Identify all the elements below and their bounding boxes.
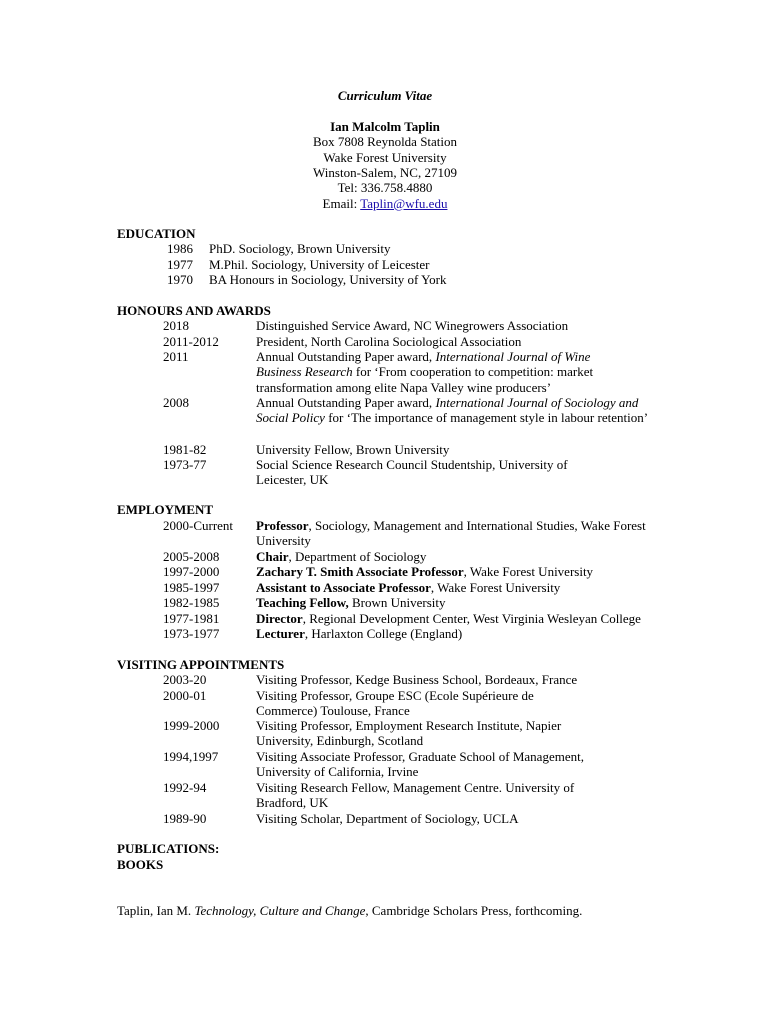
honour-year: 1981-82 [163, 442, 207, 457]
employment-heading: EMPLOYMENT [117, 502, 214, 517]
visiting-year: 1994,1997 [163, 749, 219, 764]
honour-text: President, North Carolina Sociological Association [256, 334, 522, 349]
email-label: Email: [322, 195, 361, 211]
employment-role: Assistant to Associate Professor [256, 580, 431, 595]
honour-text: University Fellow, Brown University [256, 442, 450, 457]
employment-year: 1977-1981 [163, 611, 220, 626]
employment-detail: , Department of Sociology [288, 549, 427, 564]
employment-role: Lecturer [256, 626, 305, 641]
employment-text [256, 626, 696, 641]
email-line [0, 196, 770, 211]
education-text: BA Honours in Sociology, University of York [209, 272, 447, 287]
visiting-year: 1992-94 [163, 780, 207, 795]
education-year: 1970 [167, 272, 193, 287]
visiting-heading: VISITING APPOINTMENTS [117, 657, 285, 672]
honour-year: 2011 [163, 349, 189, 364]
books-subheading: BOOKS [117, 857, 164, 872]
employment-text [256, 580, 696, 595]
honour-year: 2008 [163, 395, 189, 410]
publication-author: Taplin, Ian M. [117, 903, 195, 918]
employment-role: Chair [256, 549, 289, 564]
visiting-year: 2000-01 [163, 688, 207, 703]
employment-detail: , Harlaxton College (England) [304, 626, 463, 641]
journal-title: International Journal of Wine Business Research [256, 349, 591, 380]
honour-text-suffix: for ‘From cooperation to competition: market transformation among elite Napa Valley wine producers’ [256, 364, 594, 395]
honour-year: 2018 [163, 318, 189, 333]
visiting-year: 2003-20 [163, 672, 207, 687]
cv-header [0, 88, 770, 211]
employment-text [256, 564, 696, 579]
publication-entry [117, 903, 717, 918]
honour-text-prefix: Annual Outstanding Paper award, [256, 395, 436, 410]
employment-role: Teaching Fellow, [256, 595, 349, 610]
journal-title: International Journal of Sociology and Social Policy [256, 395, 639, 426]
publications-heading: PUBLICATIONS: [117, 841, 220, 856]
honour-year: 1973-77 [163, 457, 207, 472]
visiting-text: Visiting Professor, Kedge Business School, Bordeaux, France [256, 672, 578, 687]
education-year: 1986 [167, 241, 193, 256]
education-heading: EDUCATION [117, 226, 196, 241]
visiting-text: Visiting Scholar, Department of Sociology, UCLA [256, 811, 519, 826]
education-year: 1977 [167, 257, 193, 272]
honour-text: Distinguished Service Award, NC Winegrowers Association [256, 318, 569, 333]
email-link[interactable]: Taplin@wfu.edu [360, 195, 448, 211]
employment-role: Zachary T. Smith Associate Professor [256, 564, 464, 579]
address-line-1: Box 7808 Reynolda Station [312, 134, 458, 150]
employment-detail: , Wake Forest University [430, 580, 561, 595]
employment-text [256, 595, 696, 610]
honour-text [256, 395, 656, 426]
honour-year: 2011-2012 [163, 334, 219, 349]
employment-text [256, 549, 696, 564]
publication-title: Technology, Culture and Change [194, 903, 366, 918]
visiting-text: Visiting Associate Professor, Graduate School of Management, University of California, Irvine [256, 749, 584, 780]
employment-role: Director [256, 611, 303, 626]
address-line-2: Wake Forest University [323, 149, 447, 165]
employment-detail: , Regional Development Center, West Virginia Wesleyan College [302, 611, 641, 626]
author-name: Ian Malcolm Taplin [330, 118, 440, 134]
employment-role: Professor [256, 518, 309, 533]
document-title: Curriculum Vitae [337, 88, 433, 103]
visiting-text: Visiting Research Fellow, Management Centre. University of Bradford, UK [256, 780, 575, 811]
employment-year: 1985-1997 [163, 580, 220, 595]
employment-text [256, 518, 701, 549]
employment-detail: , Wake Forest University [463, 564, 594, 579]
address-line-3: Winston-Salem, NC, 27109 [313, 164, 457, 180]
employment-detail: , Sociology, Management and International Studies, Wake Forest University [256, 518, 646, 549]
visiting-text: Visiting Professor, Employment Research Institute, Napier University, Edinburgh, Scotland [256, 718, 562, 749]
honour-text: Social Science Research Council Studentship, University of Leicester, UK [256, 457, 568, 488]
employment-year: 2000-Current [163, 518, 234, 533]
employment-text [256, 611, 726, 626]
honour-text [256, 349, 636, 395]
employment-year: 1997-2000 [163, 564, 220, 579]
honour-text-suffix: for ‘The importance of management style in labour retention’ [324, 410, 649, 426]
visiting-year: 1999-2000 [163, 718, 220, 733]
honour-text-prefix: Annual Outstanding Paper award, [256, 349, 436, 364]
education-text: M.Phil. Sociology, University of Leicester [209, 257, 430, 272]
publication-detail: , Cambridge Scholars Press, forthcoming. [365, 903, 583, 918]
employment-detail: Brown University [348, 595, 446, 610]
visiting-year: 1989-90 [163, 811, 207, 826]
honours-heading: HONOURS AND AWARDS [117, 303, 271, 318]
employment-year: 1982-1985 [163, 595, 220, 610]
education-text: PhD. Sociology, Brown University [209, 241, 391, 256]
telephone: Tel: 336.758.4880 [337, 180, 433, 196]
employment-year: 2005-2008 [163, 549, 220, 564]
employment-year: 1973-1977 [163, 626, 220, 641]
visiting-text: Visiting Professor, Groupe ESC (Ecole Supérieure de Commerce) Toulouse, France [256, 688, 534, 719]
